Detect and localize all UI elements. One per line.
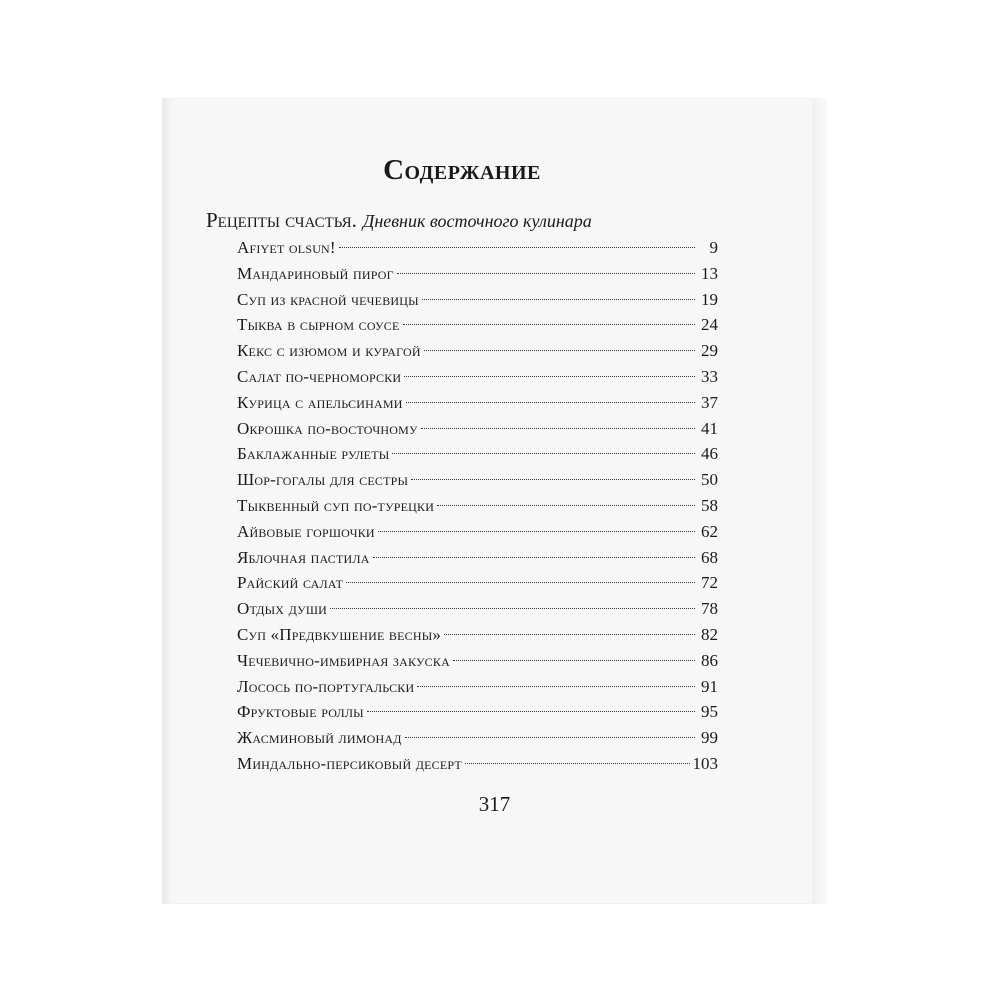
toc-entry xyxy=(206,751,718,777)
toc-entry-page: 99 xyxy=(701,728,718,748)
toc-entry xyxy=(206,338,718,364)
section-name: Рецепты счастья. xyxy=(206,208,357,232)
toc-entry-title: Тыква в сырном соусе xyxy=(237,315,400,335)
toc-entry-page: 24 xyxy=(701,315,718,335)
toc-entry xyxy=(206,545,718,571)
toc-entry-page: 72 xyxy=(701,573,718,593)
toc-entry-title: Мандариновый пирог xyxy=(237,263,394,283)
toc-entry xyxy=(206,390,718,416)
dot-leader xyxy=(330,608,695,609)
toc-entry-title: Миндально-персиковый десерт xyxy=(237,753,462,773)
dot-leader xyxy=(339,247,695,248)
dot-leader xyxy=(373,557,695,558)
toc-entry-page: 37 xyxy=(701,392,718,412)
toc-entry-title: Баклажанные рулеты xyxy=(237,444,390,464)
toc-entry-page: 13 xyxy=(701,263,718,283)
toc-entry-page: 82 xyxy=(701,624,718,644)
toc-entry-title: Отдых души xyxy=(237,599,328,619)
toc-entry xyxy=(206,493,718,519)
page-number: 317 xyxy=(478,792,511,816)
dot-leader xyxy=(444,634,695,635)
toc-entry xyxy=(206,364,718,390)
toc-entry-page: 58 xyxy=(701,495,718,515)
toc-entry-page: 95 xyxy=(701,702,718,722)
toc-entry xyxy=(206,235,718,261)
toc-entry-title: Райский салат xyxy=(237,573,344,593)
dot-leader xyxy=(437,505,695,506)
toc-entry-title: Шор-гогалы для сестры xyxy=(237,470,409,490)
toc-entry-page: 46 xyxy=(701,444,718,464)
dot-leader xyxy=(411,479,695,480)
section-heading xyxy=(206,206,718,234)
toc-entry-page: 86 xyxy=(701,650,718,670)
toc-entry-title: Айвовые горшочки xyxy=(237,521,375,541)
dot-leader xyxy=(422,299,695,300)
dot-leader xyxy=(378,531,695,532)
dot-leader xyxy=(465,763,690,764)
dot-leader xyxy=(453,660,695,661)
toc-title: Содержание xyxy=(383,154,541,186)
dot-leader xyxy=(403,324,696,325)
toc-entry-page: 50 xyxy=(701,470,718,490)
toc-entry xyxy=(206,699,718,725)
toc-entry xyxy=(206,570,718,596)
toc-entry xyxy=(206,674,718,700)
toc-entry xyxy=(206,519,718,545)
toc-entry xyxy=(206,467,718,493)
toc-entry-title: Кекс с изюмом и курагой xyxy=(237,341,421,361)
toc-entry-page: 41 xyxy=(701,418,718,438)
toc-entry-title: Лосось по-португальски xyxy=(237,676,415,696)
toc-entry-title: Курица с апельсинами xyxy=(237,392,403,412)
dot-leader xyxy=(397,273,695,274)
toc-entry-title: Afiyet olsun! xyxy=(237,238,336,257)
dot-leader xyxy=(346,582,695,583)
toc-entry xyxy=(206,416,718,442)
toc-entry-title: Окрошка по-восточному xyxy=(237,418,418,438)
toc-entry-page: 29 xyxy=(701,341,718,361)
toc-entry-page: 78 xyxy=(701,599,718,619)
dot-leader xyxy=(406,402,695,403)
toc-entry xyxy=(206,596,718,622)
toc-entry-title: Яблочная пастила xyxy=(237,547,370,567)
toc-entry-page: 9 xyxy=(709,238,718,257)
toc-entry-title: Фруктовые роллы xyxy=(237,702,364,722)
dot-leader xyxy=(392,453,695,454)
toc-entry-title: Жасминовый лимонад xyxy=(237,728,402,748)
dot-leader xyxy=(404,376,695,377)
toc-entry-page: 62 xyxy=(701,521,718,541)
toc-entry xyxy=(206,312,718,338)
toc-entry-page: 33 xyxy=(701,366,718,386)
toc-entry xyxy=(206,622,718,648)
page-gutter-shadow xyxy=(162,98,172,904)
toc-entry xyxy=(206,648,718,674)
toc-entry-list xyxy=(206,235,718,777)
table-of-contents xyxy=(206,150,718,777)
toc-entry-page: 91 xyxy=(701,676,718,696)
dot-leader xyxy=(367,711,695,712)
toc-entry-title: Чечевично-имбирная закуска xyxy=(237,650,450,670)
dot-leader xyxy=(421,428,695,429)
toc-entry xyxy=(206,441,718,467)
page-edge-shadow xyxy=(812,98,827,904)
toc-entry-title: Тыквенный суп по-турецки xyxy=(237,495,435,515)
toc-entry xyxy=(206,261,718,287)
toc-entry-title: Суп «Предвкушение весны» xyxy=(237,624,442,644)
dot-leader xyxy=(424,350,695,351)
dot-leader xyxy=(417,686,695,687)
toc-entry xyxy=(206,725,718,751)
section-subtitle: Дневник восточного кулинара xyxy=(362,211,592,231)
toc-entry xyxy=(206,287,718,313)
toc-entry-title: Салат по-черноморски xyxy=(237,366,402,386)
toc-entry-page: 68 xyxy=(701,547,718,567)
toc-entry-page: 19 xyxy=(701,289,718,309)
dot-leader xyxy=(405,737,695,738)
toc-entry-title: Суп из красной чечевицы xyxy=(237,289,419,309)
toc-entry-page: 103 xyxy=(692,753,718,773)
